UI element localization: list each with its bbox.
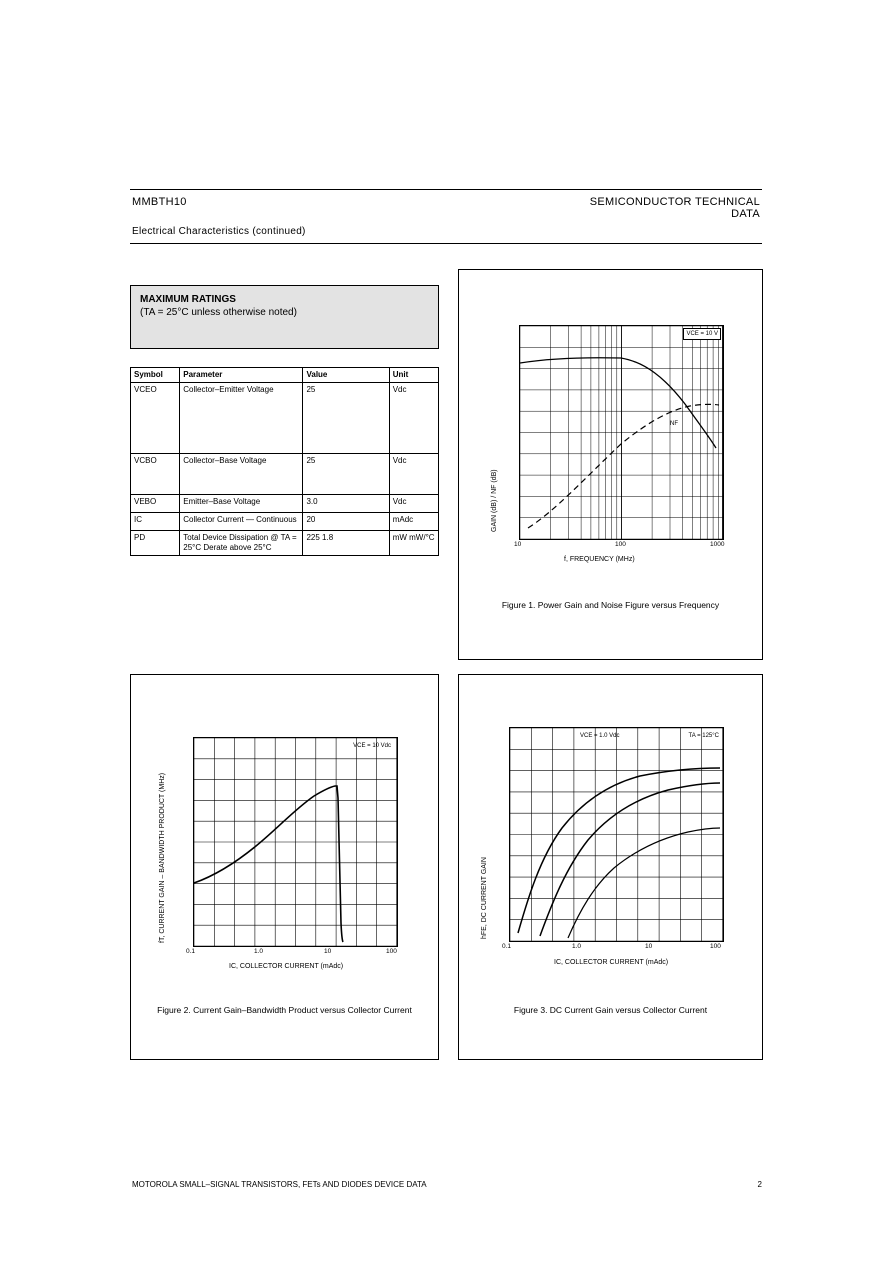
curve-noise-figure [528, 404, 719, 528]
figure-3-note-temp: TA = 125°C [688, 733, 719, 739]
cell-parameter: Total Device Dissipation @ TA = 25°C Derate above 25°C [180, 531, 303, 556]
figure-2-caption: Figure 2. Current Gain–Bandwidth Product versus Collector Current [157, 1005, 412, 1015]
figure-1-panel [458, 269, 763, 660]
figure-2-xlabel: IC, COLLECTOR CURRENT (mAdc) [229, 963, 344, 970]
cell-unit: mW mW/°C [389, 531, 438, 556]
figure-3-note-vce: VCE = 1.0 Vdc [580, 733, 620, 739]
figure-1-note-box: VCE = 10 V [683, 328, 721, 340]
header-rule-top [130, 189, 762, 190]
cell-parameter: Collector–Emitter Voltage [180, 383, 303, 454]
curve-ft [194, 786, 343, 942]
cell-value: 25 [303, 454, 389, 495]
page-number: 2 [757, 1180, 762, 1189]
figure-1-caption: Figure 1. Power Gain and Noise Figure versus Frequency [501, 600, 720, 610]
cell-symbol: PD [131, 531, 180, 556]
table-row [131, 495, 439, 513]
cell-unit: mAdc [389, 513, 438, 531]
figure-3-panel [458, 674, 763, 1060]
cell-parameter: Collector Current — Continuous [180, 513, 303, 531]
table-header-row [131, 368, 439, 383]
curve-hfe-m55c [568, 828, 720, 938]
cell-parameter: Collector–Base Voltage [180, 454, 303, 495]
table-row [131, 383, 439, 454]
ratings-title-main: MAXIMUM RATINGS [140, 294, 236, 305]
figure-1-curve-label-nf: NF [670, 421, 678, 427]
figure-3-caption: Figure 3. DC Current Gain versus Collector Current [513, 1005, 708, 1015]
figure-2-xtick-0: 0.1 [186, 948, 196, 955]
column-header-value: Value [303, 368, 389, 383]
curve-power-gain [520, 358, 716, 448]
figure-2-plot [186, 737, 398, 955]
cell-symbol: VCEO [131, 383, 180, 454]
cell-value: 3.0 [303, 495, 389, 513]
figure-2-xtick-2: 10 [324, 948, 332, 955]
maximum-ratings-block [130, 285, 439, 556]
table-row [131, 531, 439, 556]
figure-3-xtick-3: 100 [710, 943, 721, 950]
figure-3-xtick-2: 10 [645, 943, 653, 950]
ratings-table [130, 367, 439, 556]
footer-text: MOTOROLA SMALL–SIGNAL TRANSISTORS, FETs AND DIODES DEVICE DATA [132, 1180, 427, 1189]
column-header-parameter: Parameter [180, 368, 303, 383]
figure-3-xtick-1: 1.0 [572, 943, 582, 950]
figure-3-svg [510, 728, 723, 941]
cell-value: 20 [303, 513, 389, 531]
figure-2-xtick-3: 100 [386, 948, 397, 955]
figure-2-xtick-1: 1.0 [254, 948, 264, 955]
figure-1-xtick-1: 100 [615, 541, 626, 548]
figure-1-ylabel: GAIN (dB) / NF (dB) [491, 469, 498, 532]
table-row [131, 513, 439, 531]
cell-symbol: VEBO [131, 495, 180, 513]
header-rule-bottom [130, 243, 762, 244]
header-part-number: MMBTH10 [132, 196, 187, 208]
cell-symbol: IC [131, 513, 180, 531]
cell-parameter: Emitter–Base Voltage [180, 495, 303, 513]
column-header-unit: Unit [389, 368, 438, 383]
figure-1-xtick-0: 10 [514, 541, 522, 548]
cell-unit: Vdc [389, 454, 438, 495]
cell-unit: Vdc [389, 383, 438, 454]
cell-value: 25 [303, 383, 389, 454]
figure-2-panel [130, 674, 439, 1060]
figure-1-xlabel: f, FREQUENCY (MHz) [564, 556, 635, 563]
header-subtitle: SEMICONDUCTOR TECHNICAL DATA [589, 196, 760, 220]
cell-value: 225 1.8 [303, 531, 389, 556]
figure-3-xtick-0: 0.1 [502, 943, 512, 950]
figure-3-xlabel: IC, COLLECTOR CURRENT (mAdc) [554, 959, 669, 966]
figure-1-svg [520, 326, 723, 539]
figure-2-ylabel: fT, CURRENT GAIN – BANDWIDTH PRODUCT (MHz) [159, 772, 166, 943]
figure-3-plot [502, 727, 724, 950]
table-row [131, 454, 439, 495]
section-heading: Electrical Characteristics (continued) [132, 226, 306, 237]
ratings-title-box [130, 285, 439, 349]
column-header-symbol: Symbol [131, 368, 180, 383]
figure-2-note: VCE = 10 Vdc [353, 743, 391, 749]
figure-1-plot [514, 325, 725, 548]
cell-symbol: VCBO [131, 454, 180, 495]
curve-hfe-125c [518, 768, 720, 933]
figure-1-xtick-2: 1000 [710, 541, 725, 548]
figure-2-svg [194, 738, 397, 946]
cell-unit: Vdc [389, 495, 438, 513]
figure-3-ylabel: hFE, DC CURRENT GAIN [481, 857, 488, 939]
curve-hfe-25c [540, 783, 720, 936]
ratings-title-sub: (TA = 25°C unless otherwise noted) [140, 307, 297, 318]
